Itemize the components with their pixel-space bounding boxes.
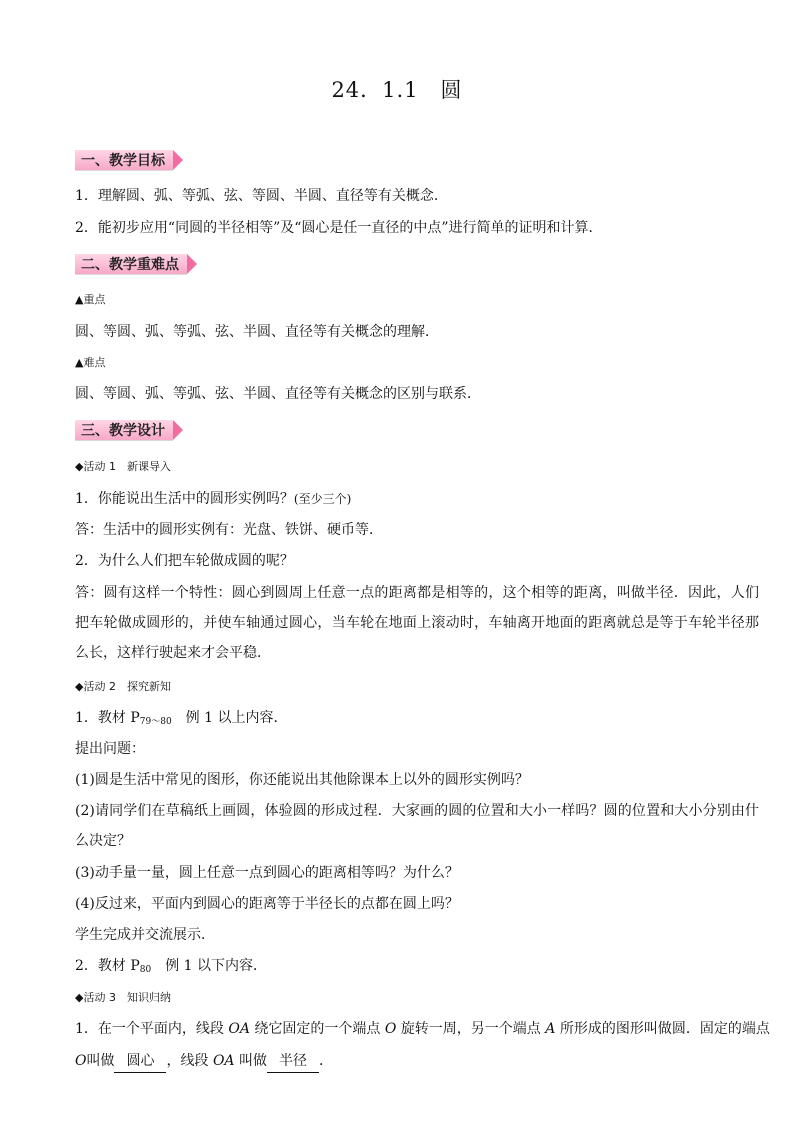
definition-text: 叫做 [86, 1053, 115, 1069]
math-var: OA [212, 1053, 235, 1069]
definition-line [75, 1018, 770, 1040]
question-text: 1．你能说出生活中的圆形实例吗？ [75, 491, 294, 507]
ref-text: 1．教材 P [75, 710, 140, 726]
math-var: A [545, 1021, 556, 1037]
section-banner-goals [75, 149, 183, 171]
question: (4)反过来，平面内到圆心的距离等于半径长的点都在圆上吗？ [75, 896, 459, 912]
key-label: ▲重点 [75, 293, 106, 306]
arrow-icon [173, 150, 183, 170]
arrow-icon [173, 420, 183, 440]
definition-text: 1．在一个平面内，线段 [75, 1021, 229, 1037]
question-note: (至少三个) [293, 492, 352, 506]
question: (2)请同学们在草稿纸上画圆，体验圆的形成过程．大家画的圆的位置和大小一样吗？圆的位置和大小分别由什么决定？ [75, 803, 759, 849]
definition-text: 叫做 [234, 1053, 267, 1069]
activity-heading: ◆活动 3 知识归纳 [75, 991, 171, 1004]
difficulty-text: 圆、等圆、弧、等弧、弦、半圆、直径等有关概念的区别与联系． [75, 386, 481, 402]
question: (3)动手量一量，圆上任意一点到圆心的距离相等吗？为什么？ [75, 865, 459, 881]
activity-heading: ◆活动 2 探究新知 [75, 680, 171, 693]
prompt: 提出问题： [75, 741, 145, 757]
textbook-ref [75, 707, 759, 733]
note: 学生完成并交流展示． [75, 927, 215, 943]
key-text: 圆、等圆、弧、等弧、弦、半圆、直径等有关概念的理解． [75, 324, 439, 340]
section-title: 三、教学设计 [75, 420, 173, 441]
answer-paragraph: 答：圆有这样一个特性：圆心到圆周上任意一点的距离都是相等的，这个相等的距离，叫做半径．因此，人们把车轮做成圆形的，并使车轴通过圆心，当车轮在地面上滚动时，车轴离开地面的距离就总是等于车轮半径那么长，这样行驶起来才会平稳． [75, 585, 759, 661]
arrow-icon [187, 254, 197, 274]
definition-text: 所形成的图形叫做圆．固定的端点 [555, 1021, 770, 1037]
ref-text: 例 1 以上内容． [171, 710, 288, 726]
definition-text: 绕它固定的一个端点 [249, 1021, 385, 1037]
answer-blank: 半径 [267, 1050, 319, 1073]
definition-text: ． [318, 1053, 333, 1069]
section-title: 一、教学目标 [75, 150, 173, 171]
activity-heading: ◆活动 1 新课导入 [75, 460, 171, 473]
ref-text: 2．教材 P [75, 958, 140, 974]
goal-item: 1．理解圆、弧、等弧、弦、等圆、半圆、直径等有关概念． [75, 188, 448, 204]
page-title: 24．1.1 圆 [331, 78, 463, 102]
definition-line [75, 1050, 759, 1073]
math-var: OA [228, 1021, 250, 1037]
page-number: 80 [139, 965, 152, 975]
difficulty-label: ▲难点 [75, 356, 106, 369]
section-banner-key-points [75, 253, 197, 275]
section-banner-design [75, 419, 183, 441]
definition-text: 旋转一周，另一个端点 [396, 1021, 546, 1037]
textbook-ref [75, 955, 759, 981]
math-var: O [384, 1021, 397, 1037]
goal-item: 2．能初步应用“同圆的半径相等”及“圆心是任一直径的中点”进行简单的证明和计算． [75, 220, 603, 236]
ref-text: 例 1 以下内容． [151, 958, 268, 974]
section-title: 二、教学重难点 [75, 254, 187, 275]
question [75, 488, 759, 510]
answer: 答：生活中的圆形实例有：光盘、铁饼、硬币等． [75, 522, 383, 538]
math-var: O [75, 1053, 87, 1069]
definition-text: ，线段 [166, 1053, 213, 1069]
question: 2．为什么人们把车轮做成圆的呢？ [75, 553, 294, 569]
page-range: 79～80 [139, 717, 172, 727]
question: (1)圆是生活中常见的图形，你还能说出其他除课本上以外的圆形实例吗？ [75, 772, 529, 788]
answer-blank: 圆心 [114, 1050, 166, 1073]
